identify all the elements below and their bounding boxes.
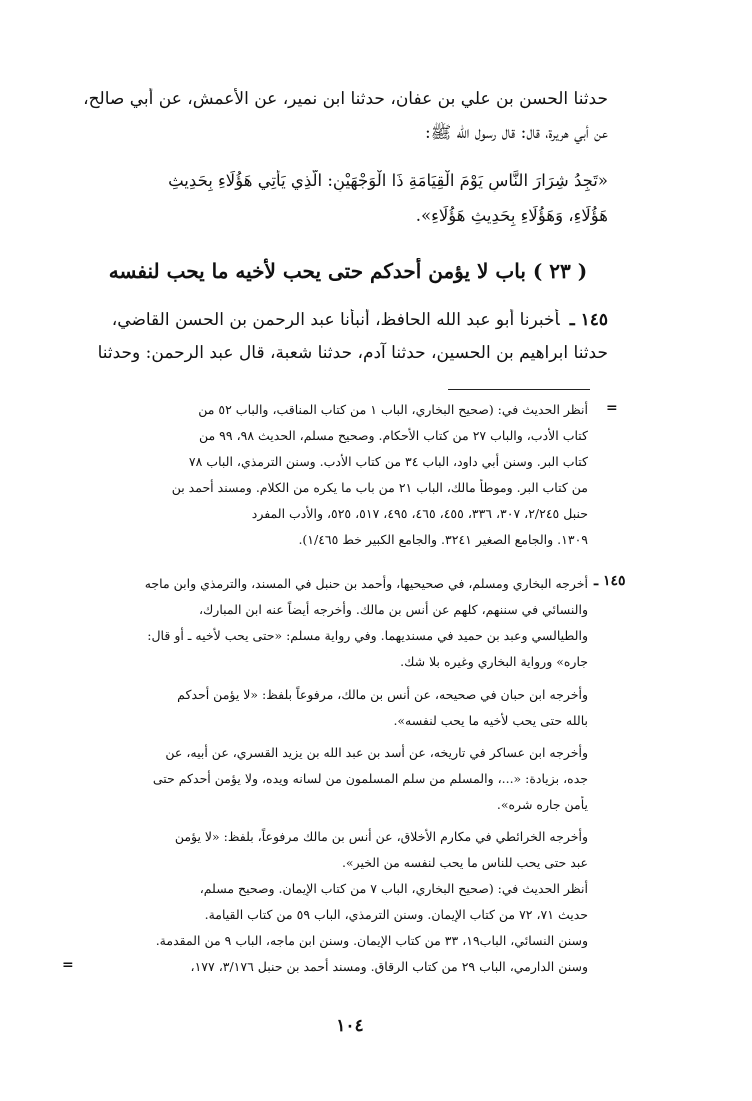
hadith-145-line-2: حدثنا ابراهيم بن الحسين، حدثنا آدم، حدثنا شعبة، قال عبد الرحمن: وحدثنا <box>97 343 608 363</box>
footnote-a-line-4: من كتاب البر. وموطأ مالك، الباب ٢١ من باب ما يكره من الكلام. ومسند أحمد بن <box>171 480 588 495</box>
footnote-b-line-1: أخرجه البخاري ومسلم، في صحيحيها، وأحمد بن حنبل في المسند، والترمذي وابن ماجه <box>144 576 588 591</box>
footnote-b-line-7: وأخرجه ابن عساكر في تاريخه، عن أسد بن عبد الله بن يزيد القسري، عن أبيه، عن <box>165 745 588 760</box>
footnote-b-line-14: وسنن النسائي، الباب١٩، ٣٣ من كتاب الإيمان. وسنن ابن ماجه، الباب ٩ من المقدمة. <box>155 933 588 948</box>
hadith-145-text-1: أخبرنا أبو عبد الله الحافظ، أنبأنا عبد الرحمن بن الحسن القاضي، <box>111 310 560 330</box>
chapter-heading: ( ٢٣ ) باب لا يؤمن أحدكم حتى يحب لأخيه ما يحب لنفسه <box>108 259 588 283</box>
footnote-145-marker: ١٤٥ ـ <box>594 573 626 589</box>
footnote-separator <box>448 389 590 390</box>
footnote-a-line-6: ١٣٠٩. والجامع الصغير ٣٢٤١. والجامع الكبير خط ١/٤٦٥). <box>298 532 588 547</box>
footnote-b-line-11: عبد حتى يحب للناس ما يحب لنفسه من الخير». <box>341 855 588 870</box>
footnote-a-line-2: كتاب الأدب، والباب ٢٧ من كتاب الأحكام. وصحيح مسلم، الحديث ٩٨، ٩٩ من <box>198 428 588 443</box>
hadith-number: ١٤٥ ـ <box>569 310 608 330</box>
footnote-b-line-4: جاره» ورواية البخاري وغيره بلا شك. <box>400 654 588 669</box>
footnote-b-line-10: وأخرجه الخرائطي في مكارم الأخلاق، عن أنس بن مالك مرفوعاً، بلفظ: «لا يؤمن <box>174 829 588 844</box>
footnote-b-line-2: والنسائي في سننهم، كلهم عن أنس بن مالك. وأخرجه أيضاً عنه ابن المبارك، <box>198 602 588 617</box>
footnote-a-line-1: أنظر الحديث في: (صحيح البخاري، الباب ١ من كتاب المناقب، والباب ٥٢ من <box>198 402 588 417</box>
footnote-b-line-5: وأخرجه ابن حبان في صحيحه، عن أنس بن مالك، مرفوعاً بلفظ: «لا يؤمن أحدكم <box>177 687 588 702</box>
footnote-b-line-9: يأمن جاره شره». <box>496 797 588 812</box>
footnote-a-line-5: حنبل ٢/٢٤٥، ٣٠٧، ٣٣٦، ٤٥٥، ٤٦٥، ٤٩٥، ٥١٧، ٥٢٥، والأدب المفرد <box>251 506 588 521</box>
quote-line-1: «تَجِدُ شِرَارَ النَّاسِ يَوْمَ الْقِيَامَةِ ذَا الْوَجْهَيْنِ: الَّذِي يَأْتِي هَؤُلَاءِ بِحَدِيثِ <box>168 171 608 190</box>
quote-line-2: هَؤُلَاءِ، وَهَؤُلَاءِ بِحَدِيثِ هَؤُلَاءِ». <box>415 206 608 225</box>
main-text-line-1: حدثنا الحسن بن علي بن عفان، حدثنا ابن نمير، عن الأعمش، عن أبي صالح، <box>83 89 608 109</box>
continuation-marker: = <box>606 400 618 416</box>
footnote-b-line-6: بالله حتى يحب لأخيه ما يحب لنفسه». <box>393 713 588 728</box>
page-number: ١٠٤ <box>336 1016 364 1036</box>
footnote-b-line-3: والطيالسي وعبد بن حميد في مسنديهما. وفي رواية مسلم: «حتى يحب لأخيه ـ أو قال: <box>147 628 588 643</box>
hadith-145-line-1 <box>80 309 608 331</box>
main-text-line-2: عن أبي هريرة، قال: قال رسول الله ﷺ: <box>425 123 608 143</box>
footnote-b-line-12: أنظر الحديث في: (صحيح البخاري، الباب ٧ من كتاب الإيمان. وصحيح مسلم، <box>199 881 588 896</box>
footnote-a-line-3: كتاب البر. وسنن أبي داود، الباب ٣٤ من كتاب الأدب. وسنن الترمذي، الباب ٧٨ <box>188 454 588 469</box>
footnote-b-line-8: جده، بزيادة: «...، والمسلم من سلم المسلمون من لسانه ويده، ولا يؤمن أحدكم حتى <box>152 771 588 786</box>
footnote-b-line-13: حديث ٧١، ٧٢ من كتاب الإيمان. وسنن الترمذي، الباب ٥٩ من كتاب القيامة. <box>204 907 588 922</box>
footnote-b-line-15: وسنن الدارمي، الباب ٢٩ من كتاب الرقاق. ومسند أحمد بن حنبل ٣/١٧٦، ١٧٧، <box>190 959 588 974</box>
end-continuation-marker: = <box>62 957 74 973</box>
